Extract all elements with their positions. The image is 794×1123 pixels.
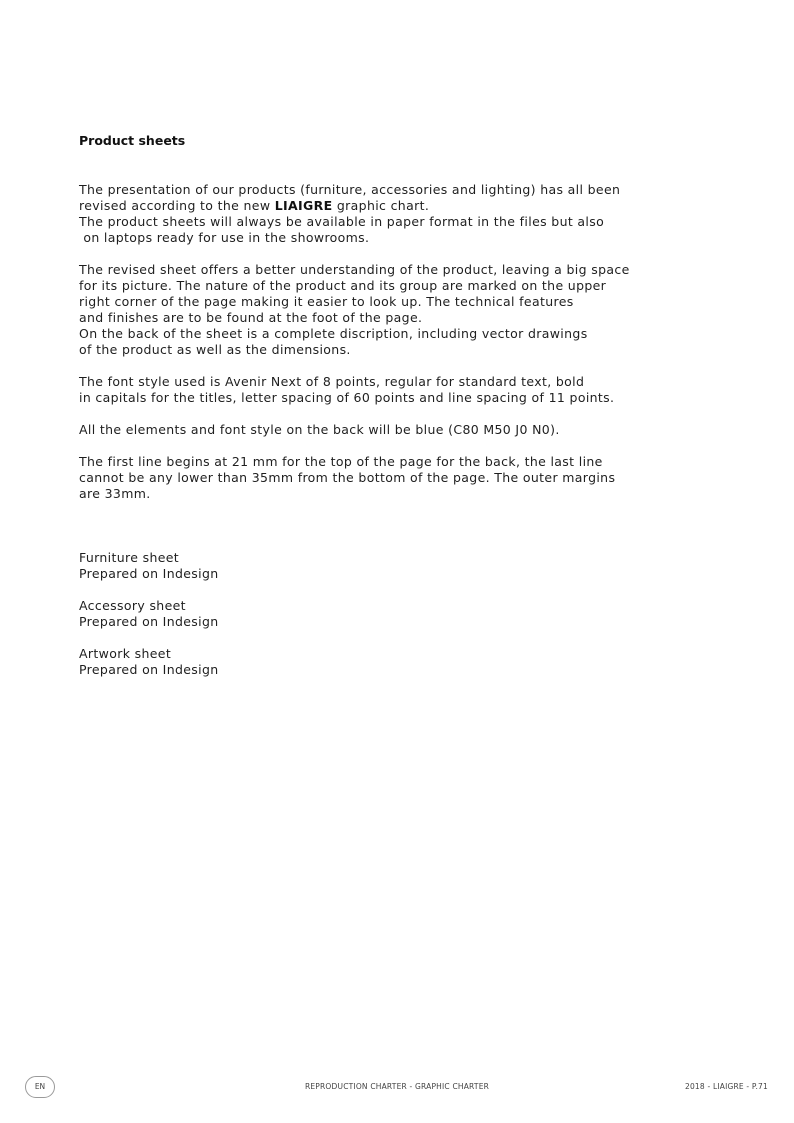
sheet-item-furniture <box>79 550 729 582</box>
color-paragraph <box>79 422 729 438</box>
sheet-tool: Prepared on Indesign <box>79 614 219 629</box>
text-line: and finishes are to be found at the foot of the page. <box>79 310 423 325</box>
text-fragment: graphic chart. <box>332 198 430 213</box>
sheet-item-artwork <box>79 646 729 678</box>
text-line: for its picture. The nature of the product and its group are marked on the upper <box>79 278 607 293</box>
text-line: The first line begins at 21 mm for the top of the page for the back, the last line <box>79 454 603 469</box>
margins-paragraph <box>79 454 729 502</box>
text-line: in capitals for the titles, letter spacing of 60 points and line spacing of 11 points. <box>79 390 615 405</box>
text-line: are 33mm. <box>79 486 151 501</box>
revised-sheet-paragraph <box>79 262 729 358</box>
intro-paragraph <box>79 182 729 246</box>
text-line: All the elements and font style on the back will be blue (C80 M50 J0 N0). <box>79 422 560 437</box>
sheet-tool: Prepared on Indesign <box>79 662 219 677</box>
text-fragment: revised according to the new <box>79 198 275 213</box>
brand-name: LIAIGRE <box>274 198 333 213</box>
sheet-name: Furniture sheet <box>79 550 180 565</box>
text-line: The font style used is Avenir Next of 8 points, regular for standard text, bold <box>79 374 585 389</box>
footer-page-number: 2018 - LIAIGRE - P.71 <box>684 1082 768 1091</box>
footer-title: REPRODUCTION CHARTER - GRAPHIC CHARTER <box>304 1082 490 1091</box>
sheet-tool: Prepared on Indesign <box>79 566 219 581</box>
text-line: of the product as well as the dimensions. <box>79 342 351 357</box>
text-line: right corner of the page making it easier to look up. The technical features <box>79 294 574 309</box>
font-style-paragraph <box>79 374 729 406</box>
sheet-name: Accessory sheet <box>79 598 186 613</box>
text-line: On the back of the sheet is a complete discription, including vector drawings <box>79 326 588 341</box>
text-line: cannot be any lower than 35mm from the bottom of the page. The outer margins <box>79 470 616 485</box>
language-badge: EN <box>25 1076 55 1098</box>
text-line: The product sheets will always be available in paper format in the files but also <box>79 214 605 229</box>
text-line: The revised sheet offers a better understanding of the product, leaving a big space <box>79 262 630 277</box>
page-title: Product sheets <box>79 133 186 148</box>
text-line: The presentation of our products (furniture, accessories and lighting) has all been <box>79 182 621 197</box>
sheet-name: Artwork sheet <box>79 646 172 661</box>
text-line <box>79 198 729 214</box>
text-line: on laptops ready for use in the showrooms. <box>79 230 370 245</box>
sheet-item-accessory <box>79 598 729 630</box>
